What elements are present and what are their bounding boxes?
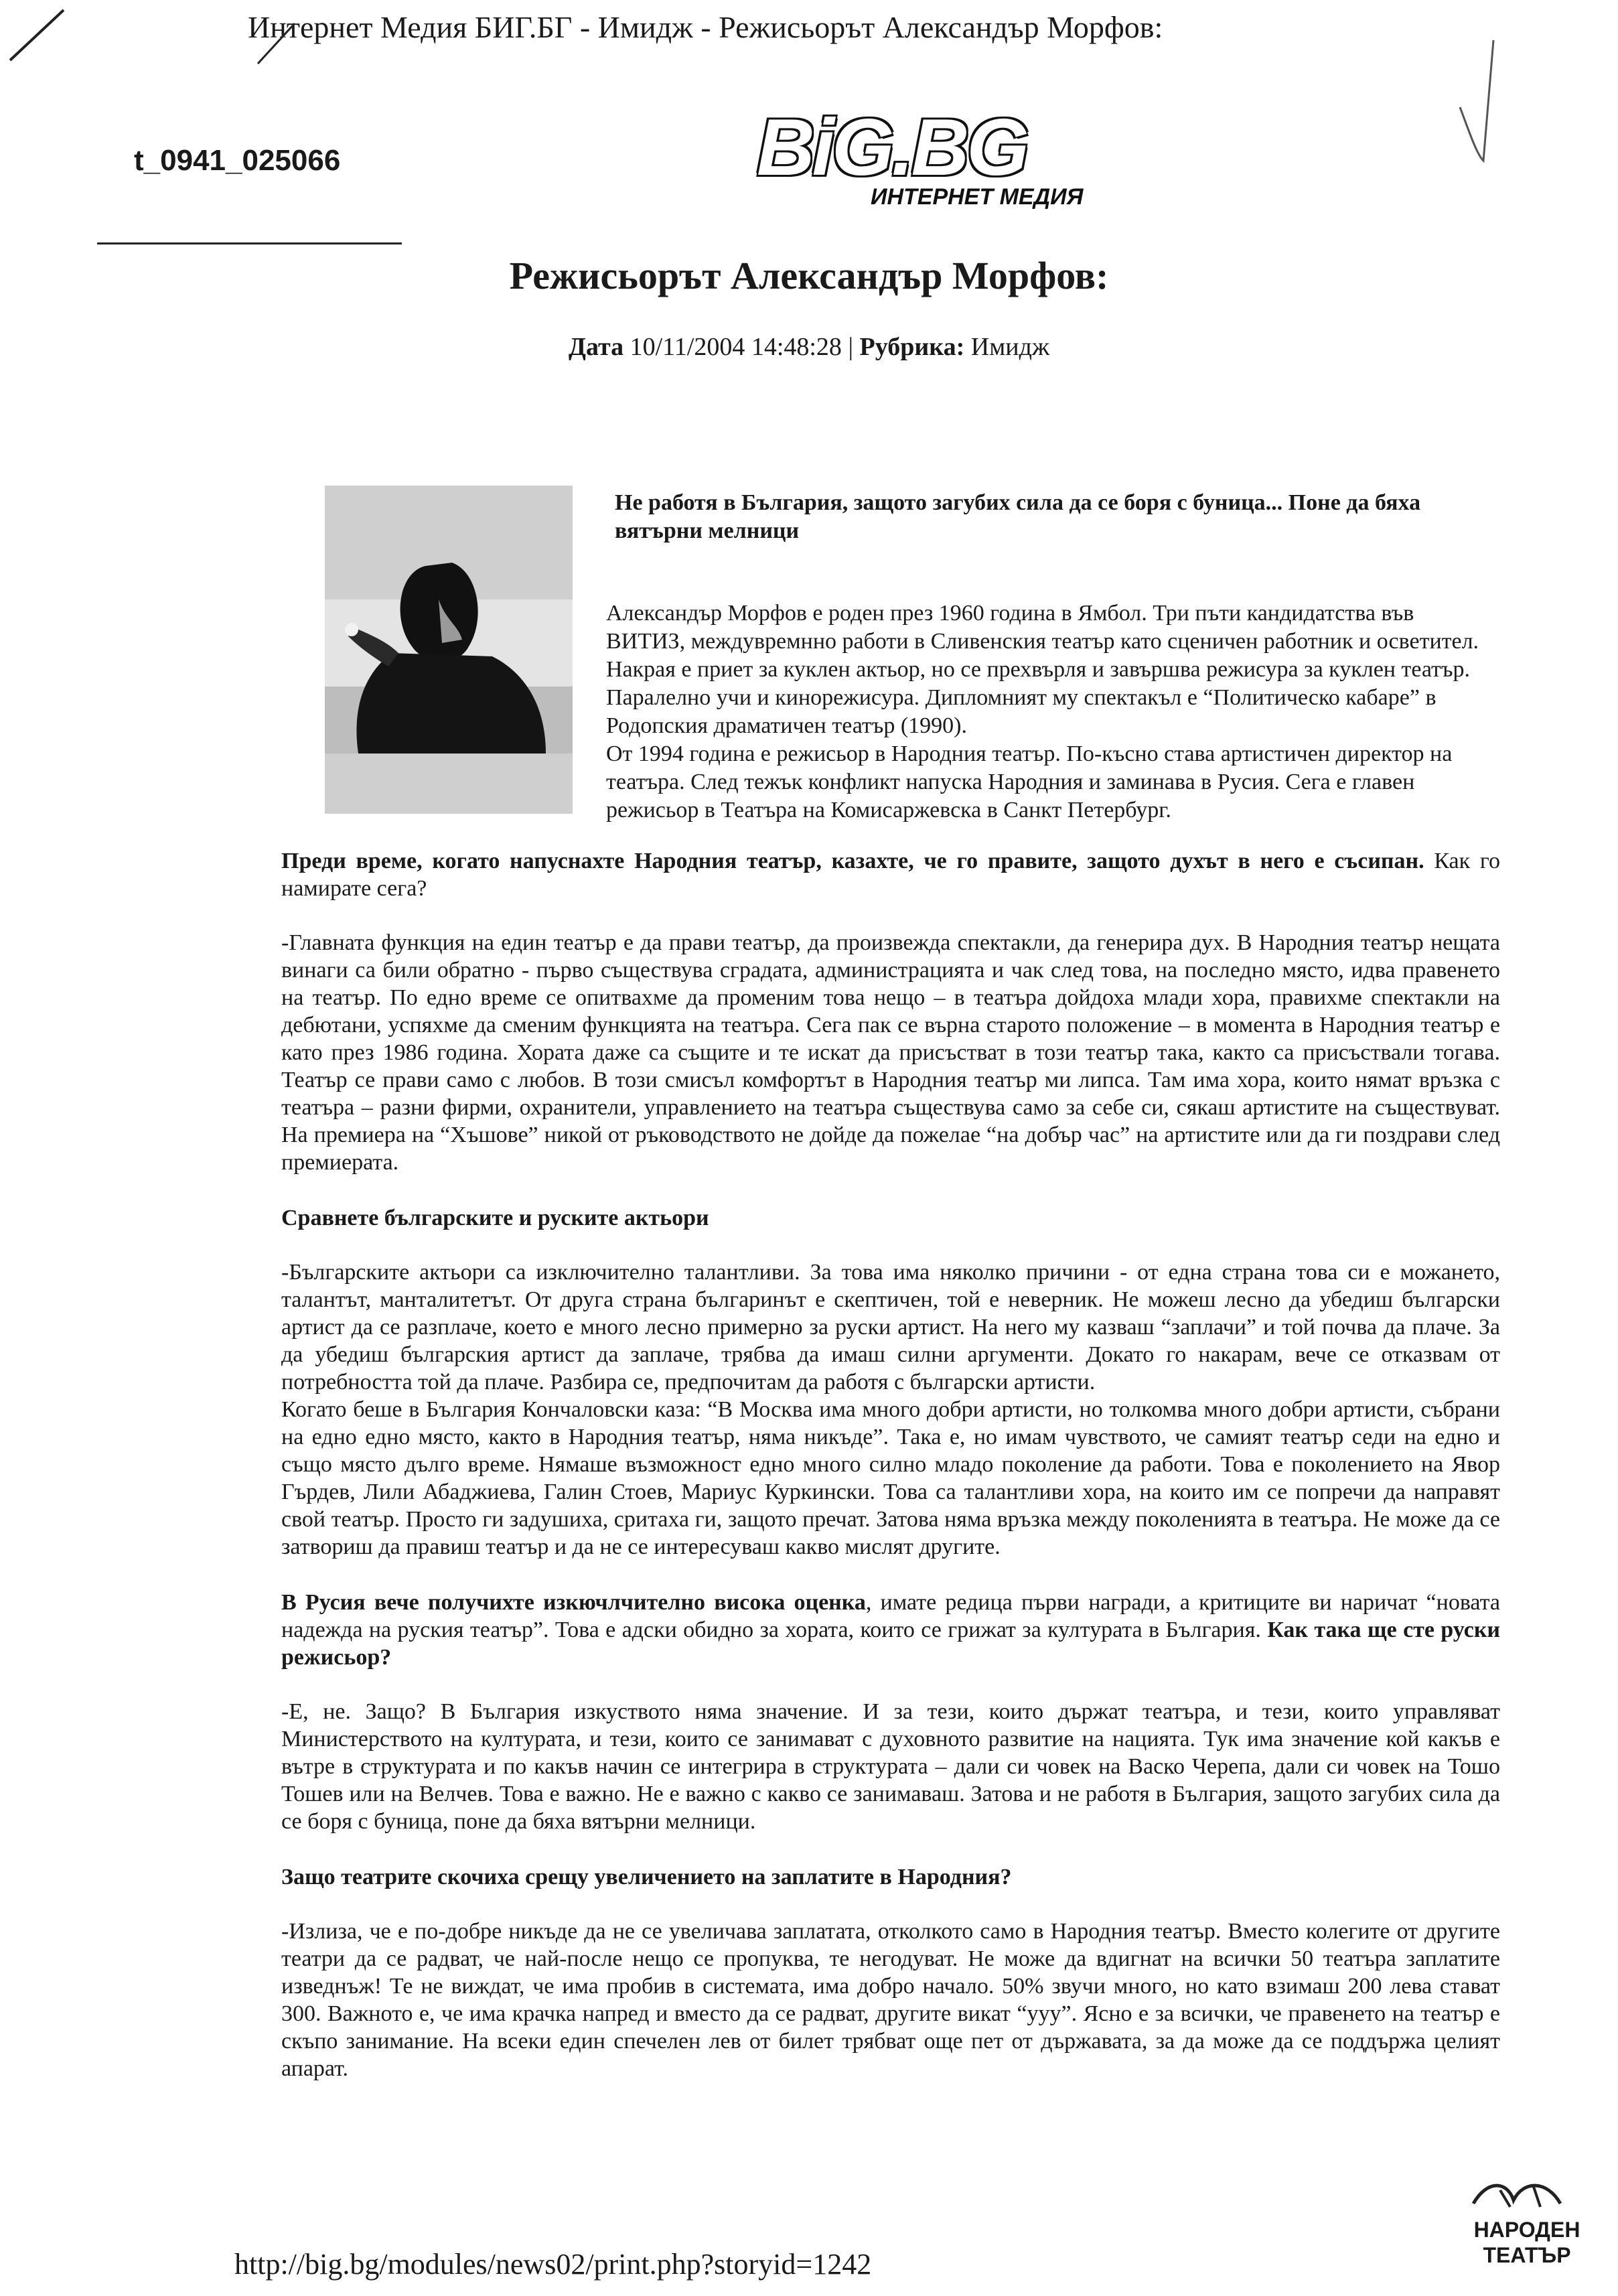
- date-value: 10/11/2004 14:48:28: [630, 333, 842, 361]
- stamp-line-2: ТЕАТЪР: [1483, 2243, 1571, 2267]
- question-3: [281, 1589, 1500, 1671]
- archive-id: t_0941_025066: [134, 144, 341, 177]
- pen-mark-top-right: [1460, 40, 1493, 161]
- stamp-line-1: НАРОДЕН: [1473, 2218, 1580, 2242]
- answer-2-paragraph-2: Когато беше в България Кончаловски каза: “В Москва има много добри артисти, но толкомва много добри артисти, събрани на едно едно място, както в Народния театър, няма никъде”. Така е, но имам чувството, че самият театър седи на едно и също място дълго време. Нямаше възможност едно много силно младо поколение да работи. Това е поколението на Явор Гърдев, Лили Абаджиева, Галин Стоев, Мариус Куркински. Това са талантливи хора, на които им се попречи да направят свой театър. Просто ги задушиха, сритаха ги, защото пречат. Затова няма връзка между поколенията в театъра. Не може да се затвориш да правиш театър и да не се интересуваш какво мислят другите.: [281, 1397, 1500, 1559]
- pen-mark-top-left: [10, 10, 64, 60]
- bio-paragraph-2: От 1994 година е режисьор в Народния театър. По-късно става артистичен директор на театъра. След тежък конфликт напуска Народния и заминава в Русия. Сега е главен режисьор в Театъра на Комисаржевска в Санкт Петербург.: [606, 741, 1453, 822]
- answer-2-paragraph-1: -Българските актьори са изключително талантливи. За това има няколко причини - от една страна това си е можането, талантът, манталитетът. От друга страна българинът е скептичен, той е неверник. Не можеш лесно да убедиш български артист да се разплаче, което е много лесно примерно за руски артист. На него му казваш “заплачи” и той почва да плаче. За да убедиш българския артист да заплаче, трябва да имаш силни аргументи. Докато го накарам, вече се отказвам от потребността той да плаче. Разбира се, предпочитам да работя с български артисти.: [281, 1260, 1500, 1394]
- logo-main-text: BiG.BG: [757, 102, 1027, 192]
- answer-2: [281, 1259, 1500, 1561]
- question-1: [281, 847, 1500, 902]
- article-bio: [606, 599, 1490, 824]
- question-2: Сравнете българските и руските актьори: [281, 1206, 709, 1230]
- answer-1: -Главната функция на един театър е да прави театър, да произвежда спектакли, да генерира дух. В Народния театър нещата винаги са били обратно - първо съществува сградата, администрацията и чак след това, на последно място, идва правенето на театър. По едно време се опитвахме да променим това нещо – в театъра дойдоха млади хора, правихме спектакли на дебютани, успяхме да сменим функцията на театъра. Сега пак се върна старото положение – в момента в Народния театър е като през 1986 година. Хората даже са същите и те искат да присъстват в този театър така, както са присъствали тогава. Театър се прави само с любов. В този смисъл комфортът в Народния театър ми липса. Там има хора, които нямат връзка с театъра – разни фирми, охранители, управлението на театъра съществува само за себе си, сякаш артистите на съществуват. На премиера на “Хъшове” никой от ръководството не дойде да пожелае “на добър час” на артистите или да ги поздрави след премиерата.: [281, 930, 1500, 1175]
- archive-rule: [97, 242, 402, 244]
- question-3-normal: , имате редица първи награди, а критиците ви наричат “новата надежда на руския театър”. Това е адски обидно за хората, които се грижат за културата в България.: [281, 1590, 1500, 1642]
- question-1-bold: Преди време, когато напуснахте Народния театър, казахте, че го правите, защото духът в него е съсипан.: [281, 849, 1424, 873]
- date-label: Дата: [568, 333, 624, 361]
- logo-sub-text: ИНТЕРНЕТ МЕДИЯ: [871, 184, 1084, 210]
- portrait-photo: [325, 486, 573, 814]
- category-value: Имидж: [970, 333, 1050, 361]
- question-3-bold-2: Как така ще сте руски режисьор?: [281, 1618, 1500, 1670]
- article-body: [281, 847, 1500, 2110]
- page-header-title: Интернет Медия БИГ.БГ - Имидж - Режисьорът Александър Морфов:: [248, 10, 1163, 44]
- bigbg-logo: [757, 102, 1132, 221]
- stamp-graphic: [1460, 2177, 1594, 2277]
- question-1-normal: Как го намирате сега?: [281, 849, 1501, 901]
- category-label: Рубрика:: [859, 333, 965, 361]
- question-4: Защо театрите скочиха срещу увеличението на заплатите в Народния?: [281, 1865, 1012, 1889]
- footer-url: http://big.bg/modules/news02/print.php?storyid=1242: [234, 2248, 872, 2281]
- article-meta: [0, 332, 1618, 362]
- answer-3: -Е, не. Защо? В България изкуството няма значение. И за тези, които държат театъра, и тези, които управляват Министерството на културата, и тези, които се занимават с духовното развитие на нацията. Тук има значение кой какъв е вътре в структурата и по какъв начин се интегрира в структурата – дали си човек на Васко Черепа, дали си човек на Тошо Тошев или на Велчев. Това е важно. Не е важно с какво се занимаваш. Затова и не работя в България, защото загубих сила да се боря с буница, поне да бяха вятърни мелници.: [281, 1699, 1500, 1834]
- question-3-bold-1: В Русия вече получихте изкючлчително висока оценка: [281, 1590, 866, 1615]
- national-theatre-stamp: [1460, 2177, 1594, 2277]
- portrait-photo-graphic: [325, 486, 573, 814]
- article-lead: Не работя в България, защото загубих сила да се боря с буница... Поне да бяха вятърни мелници: [615, 490, 1421, 543]
- bio-paragraph-1: Александър Морфов е роден през 1960 година в Ямбол. Три пъти кандидатства във ВИТИЗ, междувремнно работи в Сливенския театър като сценичен работник и осветител. Накрая е приет за куклен актьор, но се прехвърля и завършва режисура за куклен театър. Паралелно учи и кинорежисура. Дипломният му спектакъл е “Политическо кабаре” в Родопския драматичен театър (1990).: [606, 601, 1479, 738]
- article-title: Режисьорът Александър Морфов:: [509, 254, 1109, 297]
- meta-separator: |: [848, 333, 854, 361]
- answer-4: -Излиза, че е по-добре никъде да не се увеличава заплатата, отколкото само в Народния театър. Вместо колегите от другите театри да се радват, че най-после нещо се пропуква, те негодуват. Не може да вдигнат на всички 50 театъра заплатите изведнъж! Те не виждат, че има пробив в системата, има добро начало. 50% звучи много, но като взимаш 200 лева стават 300. Важното е, че има крачка напред и вместо да се радват, другите викат “ууу”. Ясно е за всички, че правенето на театър е скъпо занимание. На всеки един спечелен лев от билет трябват още пет от държавата, за да може да се поддържа целият апарат.: [281, 1919, 1500, 2081]
